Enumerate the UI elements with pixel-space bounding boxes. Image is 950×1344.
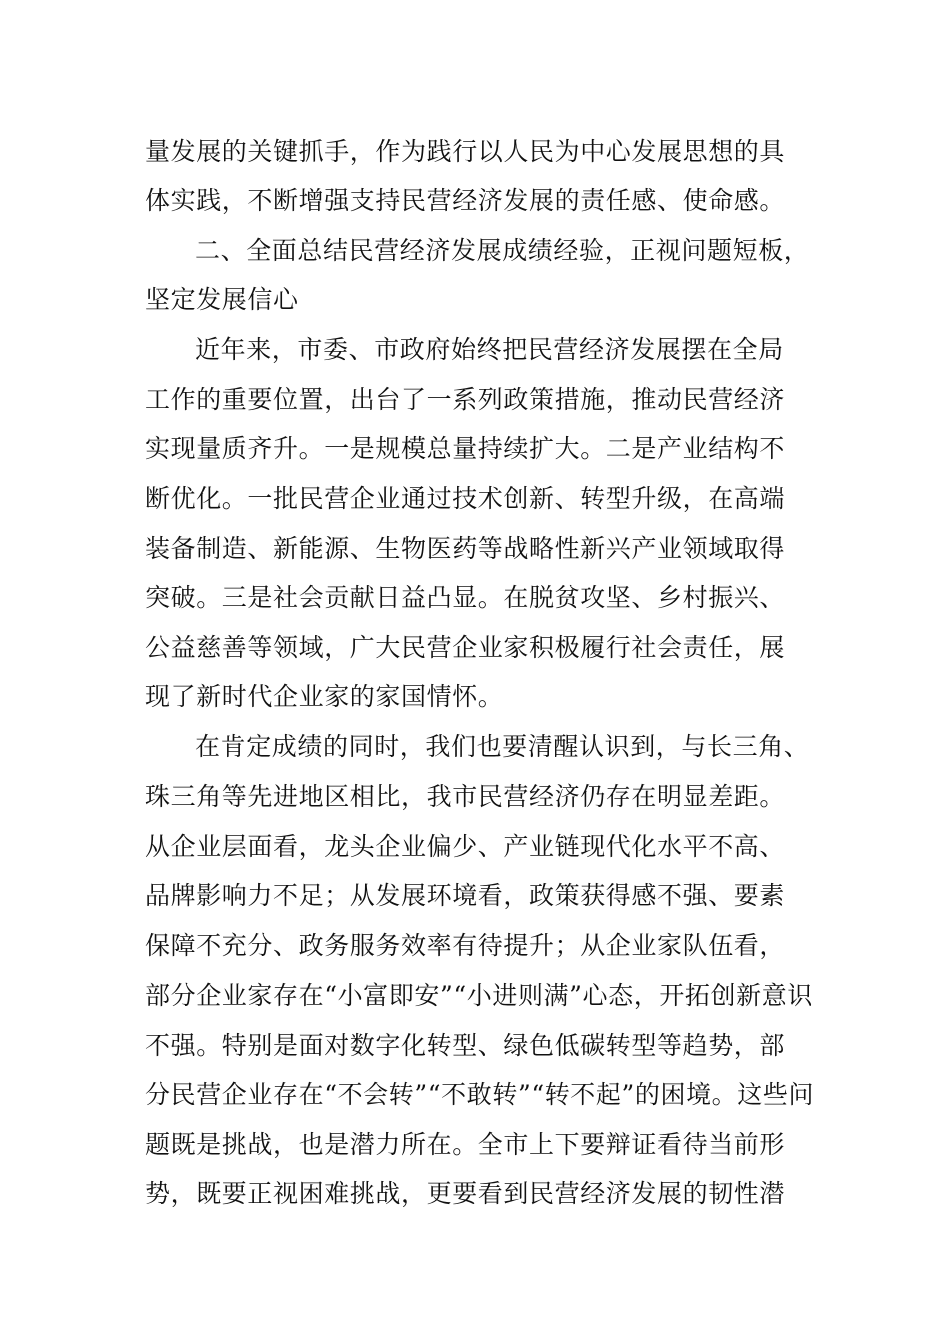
- body-text-line: 公益慈善等领域，广大民营企业家积极履行社会责任，展: [145, 633, 786, 662]
- section-heading-line: 二、全面总结民营经济发展成绩经验，正视问题短板，: [195, 236, 810, 265]
- body-text-line: 工作的重要位置，出台了一系列政策措施，推动民营经济: [145, 385, 786, 414]
- body-text-line: 现了新时代企业家的家国情怀。: [145, 682, 504, 711]
- body-text-line: 实现量质齐升。一是规模总量持续扩大。二是产业结构不: [145, 434, 786, 463]
- section-heading-line: 坚定发展信心: [145, 285, 299, 314]
- body-text-line: 珠三角等先进地区相比，我市民营经济仍存在明显差距。: [145, 782, 786, 811]
- body-text-line: 突破。三是社会贡献日益凸显。在脱贫攻坚、乡村振兴、: [145, 583, 786, 612]
- body-text-line: 从企业层面看，龙头企业偏少、产业链现代化水平不高、: [145, 832, 786, 861]
- body-text-line: 装备制造、新能源、生物医药等战略性新兴产业领域取得: [145, 534, 786, 563]
- body-text-line: 在肯定成绩的同时，我们也要清醒认识到，与长三角、: [195, 732, 810, 761]
- body-text-line: 体实践，不断增强支持民营经济发展的责任感、使命感。: [145, 186, 786, 215]
- body-text-line: 势，既要正视困难挑战，更要看到民营经济发展的韧性潜: [145, 1179, 786, 1208]
- body-text-line: 近年来，市委、市政府始终把民营经济发展摆在全局: [195, 335, 784, 364]
- body-text-line: 保障不充分、政务服务效率有待提升；从企业家队伍看，: [145, 931, 786, 960]
- body-text-line: 部分企业家存在“小富即安”“小进则满”心态，开拓创新意识: [145, 981, 813, 1010]
- body-text-line: 品牌影响力不足；从发展环境看，政策获得感不强、要素: [145, 881, 786, 910]
- body-text-line: 不强。特别是面对数字化转型、绿色低碳转型等趋势，部: [145, 1031, 786, 1060]
- body-text-line: 题既是挑战，也是潜力所在。全市上下要辩证看待当前形: [145, 1130, 786, 1159]
- body-text-line: 断优化。一批民营企业通过技术创新、转型升级，在高端: [145, 484, 786, 513]
- body-text-line: 分民营企业存在“不会转”“不敢转”“转不起”的困境。这些问: [145, 1080, 815, 1109]
- body-text-line: 量发展的关键抓手，作为践行以人民为中心发展思想的具: [145, 137, 786, 166]
